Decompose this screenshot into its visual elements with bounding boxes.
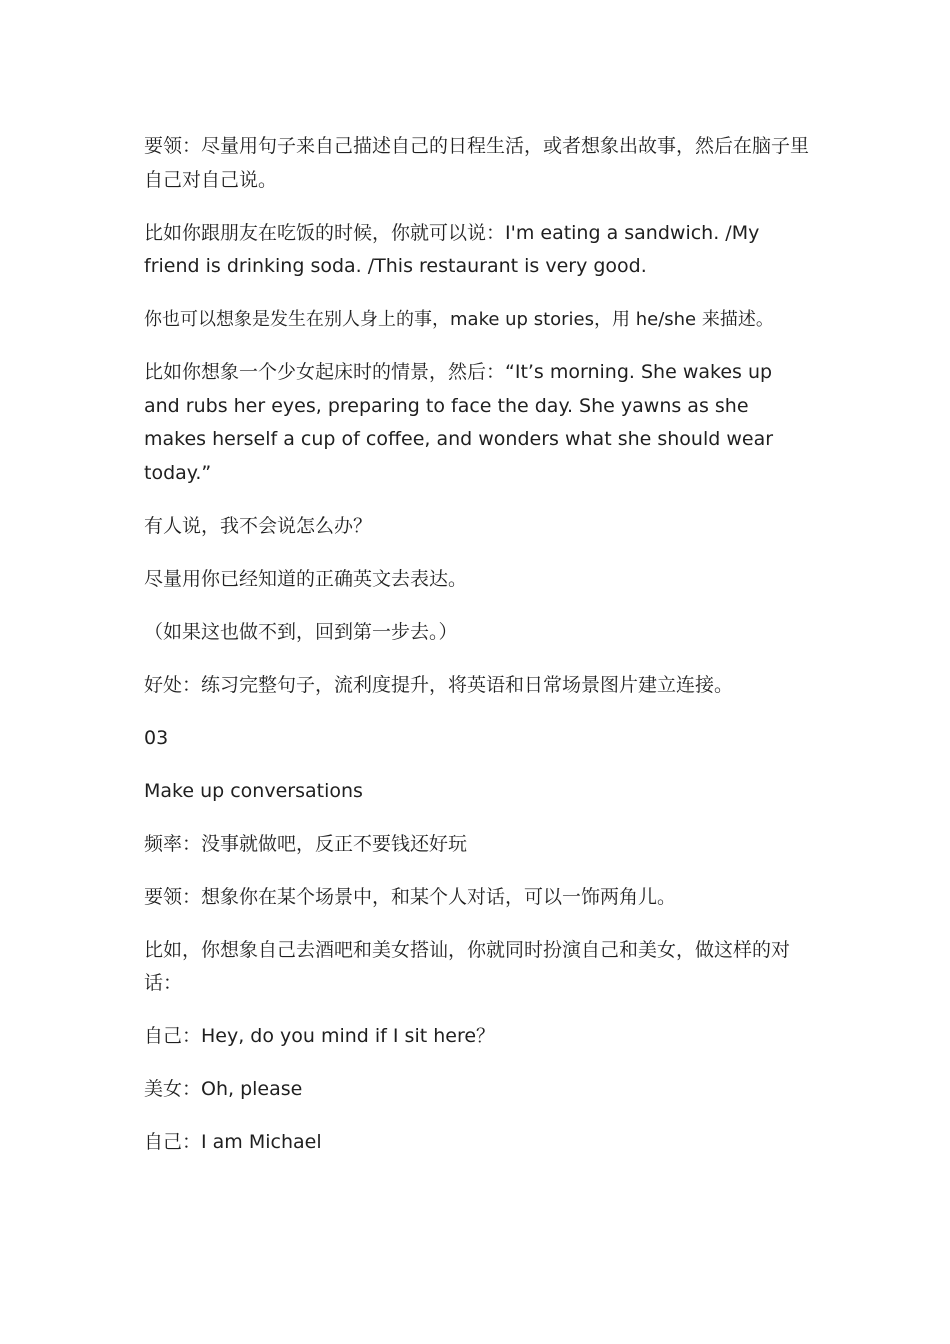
dialogue-line: 自己：Hey, do you mind if I sit here？ [144, 1025, 496, 1047]
paragraph-bar-example: 比如，你想象自己去酒吧和美女搭讪，你就同时扮演自己和美女，做这样的对话： [144, 938, 791, 994]
dialogue-line: 美女：Oh, please [144, 1078, 303, 1100]
paragraph-eating-example: 比如你跟朋友在吃饭的时候，你就可以说：I'm eating a sandwich. /My friend is drinking soda. /This restaurant is very good. [144, 221, 760, 277]
paragraph-benefits: 好处：练习完整句子，流利度提升，将英语和日常场景图片建立连接。 [144, 673, 734, 696]
section-title: Make up conversations [144, 779, 363, 802]
section-number: 03 [144, 726, 169, 749]
paragraph-make-up-stories: 你也可以想象是发生在别人身上的事，make up stories，用 he/she 来描述。 [144, 309, 774, 330]
paragraph-morning-example: 比如你想象一个少女起床时的情景，然后：“It’s morning. She wakes up and rubs her eyes, preparing to face the day. She yawns as she makes herself a cup of coffee, and wonders what she should wear today.” [144, 361, 774, 484]
paragraph-frequency: 频率：没事就做吧，反正不要钱还好玩 [144, 832, 468, 855]
dialogue-line: 自己：I am Michael [144, 1131, 322, 1153]
paragraph-conversation-method: 要领：想象你在某个场景中，和某个人对话，可以一饰两角儿。 [144, 885, 677, 908]
paragraph-fallback-note: （如果这也做不到，回到第一步去。） [144, 620, 458, 643]
paragraph-question: 有人说，我不会说怎么办？ [144, 514, 373, 537]
paragraph-method-description: 要领：尽量用句子来自己描述自己的日程生活，或者想象出故事，然后在脑子里自己对自己说。 [144, 135, 810, 191]
document-page [144, 130, 809, 1179]
paragraph-use-known-english: 尽量用你已经知道的正确英文去表达。 [144, 567, 468, 590]
